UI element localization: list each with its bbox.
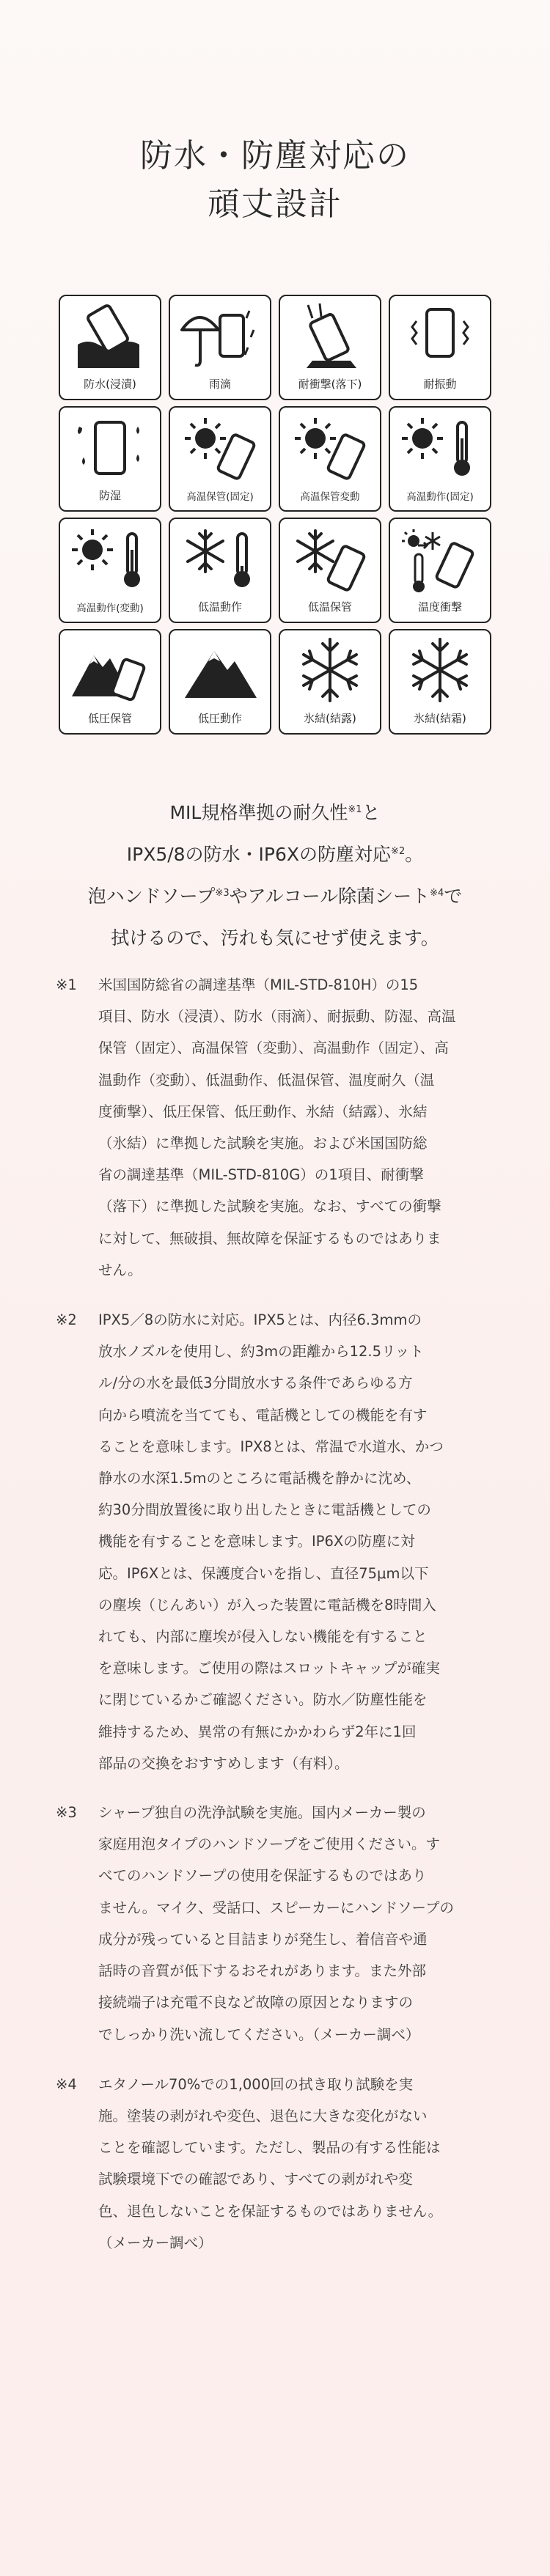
- footnote-mark: ※4: [56, 2075, 77, 2093]
- summary-text: やアルコール除菌シート: [229, 886, 430, 907]
- summary-line-1: [0, 792, 550, 833]
- feature-summary: [0, 792, 550, 959]
- tile-high-temp-storage-variable: [279, 406, 381, 512]
- footnote-line: べてのハンドソープの使用を保証するものではあり: [98, 1867, 427, 1885]
- footnote-3: [56, 1797, 499, 2050]
- tile-low-temp-storage: [279, 518, 381, 623]
- tile-label: 高温保管(固定): [186, 491, 254, 503]
- summary-line-2: [0, 833, 550, 875]
- summary-text: 泡ハンドソープ: [87, 886, 216, 907]
- tile-label: 耐衝撃(落下): [298, 378, 362, 391]
- tile-label: 氷結(結露): [304, 712, 356, 725]
- footnote-4: [56, 2069, 499, 2259]
- footnote-line: 度衝撃）、低圧保管、低圧動作、氷結（結露）、氷結: [98, 1103, 428, 1120]
- tile-low-temp-operation: [169, 518, 271, 623]
- tile-high-temp-operation-variable: [59, 518, 161, 623]
- footnote-line: （氷結）に準拠した試験を実施。および米国国防総: [98, 1135, 428, 1152]
- tile-humidity: [59, 406, 161, 512]
- tile-label: 温度衝撃: [417, 600, 462, 614]
- footnote-line: 米国国防総省の調達基準（MIL-STD-810H）の15: [98, 976, 419, 993]
- footnote-line: ことを確認しています。ただし、製品の有する性能は: [98, 2139, 441, 2157]
- tile-low-pressure-operation: [169, 629, 271, 735]
- footnote-line: 省の調達基準（MIL-STD-810G）の1項目、耐衝撃: [98, 1166, 424, 1184]
- footnote-line: ることを意味します。IPX8とは、常温で水道水、かつ: [98, 1438, 444, 1455]
- footnote-line: 維持するため、異常の有無にかかわらず2年に1回: [98, 1723, 417, 1740]
- footnote-ref: ※2: [391, 846, 406, 857]
- tile-rain: [169, 295, 271, 400]
- mil-test-icon-grid: [59, 295, 491, 735]
- tile-label: 低温動作: [197, 600, 242, 614]
- footnote-line: に対して、無破損、無故障を保証するものではありま: [98, 1229, 441, 1247]
- tile-temperature-shock: [389, 518, 491, 623]
- footnote-ref: ※4: [430, 888, 444, 899]
- tile-label: 氷結(結霜): [414, 712, 466, 725]
- tile-label: 低圧保管: [87, 712, 132, 725]
- tile-label: 耐振動: [423, 378, 457, 391]
- footnote-line: の塵埃（じんあい）が入った装置に電話機を8時間入: [98, 1596, 436, 1613]
- summary-text: IPX5/8の防水・IP6Xの防塵対応: [126, 844, 392, 865]
- footnote-line: 色、退色しないことを保証するものではありません。: [98, 2202, 443, 2220]
- high-temp-operation-icon: [397, 412, 483, 485]
- footnote-line: ません。マイク、受話口、スピーカーにハンドソープの: [98, 1899, 454, 1916]
- footnote-line: （落下）に準拠した試験を実施。なお、すべての衝撃: [98, 1198, 441, 1215]
- footnote-line: 試験環境下での確認であり、すべての剥がれや変: [98, 2171, 413, 2188]
- footnote-line: エタノール70%での1,000回の拭き取り試験を実: [98, 2075, 414, 2093]
- tile-freezing-dew: [279, 629, 381, 735]
- footnote-2: [56, 1304, 499, 1779]
- title-line-2: 頑丈設計: [208, 185, 342, 223]
- summary-text: MIL規格準拠の耐久性: [169, 802, 348, 823]
- footnote-line: 家庭用泡タイプのハンドソープをご使用ください。す: [98, 1836, 441, 1853]
- footnote-line: を意味します。ご使用の際はスロットキャップが確実: [98, 1660, 441, 1677]
- high-temp-storage-icon: [177, 412, 263, 485]
- tile-waterproof-immersion: [59, 295, 161, 400]
- drop-impact-icon: [287, 301, 373, 374]
- footnote-line: ル/分の水を最低3分間放水する条件であらゆる方: [98, 1375, 413, 1392]
- footnote-ref: ※3: [215, 888, 230, 899]
- summary-text: で: [444, 886, 463, 907]
- footnote-line: IPX5／8の防水に対応。IPX5とは、内径6.3mmの: [98, 1311, 422, 1329]
- summary-line-3: [0, 875, 550, 917]
- tile-label: 防水(浸漬): [84, 378, 136, 391]
- footnote-line: でしっかり洗い流してください。（メーカー調べ）: [98, 2025, 420, 2043]
- tile-high-temp-operation: [389, 406, 491, 512]
- footnote-line: 向から噴流を当てても、電話機としての機能を有す: [98, 1406, 428, 1424]
- tile-label: 低圧動作: [197, 712, 242, 725]
- footnote-line: 接続端子は充電不良など故障の原因となりますの: [98, 1994, 414, 2012]
- footnote-line: シャープ独自の洗浄試験を実施。国内メーカー製の: [98, 1804, 426, 1822]
- tile-label: 高温動作(変動): [76, 603, 144, 614]
- tile-label: 防湿: [98, 489, 121, 502]
- humidity-icon: [67, 412, 153, 485]
- footnote-line: 成分が残っていると目詰まりが発生し、着信音や通: [98, 1930, 428, 1948]
- footnote-line: 約30分間放置後に取り出したときに電話機としての: [98, 1501, 431, 1519]
- footnote-line: 機能を有することを意味します。IP6Xの防塵に対: [98, 1533, 415, 1550]
- high-temp-operation-variable-icon: [67, 523, 153, 597]
- footnote-mark: ※3: [56, 1804, 77, 1822]
- tile-label: 雨滴: [208, 378, 231, 391]
- footnote-line: （メーカー調べ）: [98, 2234, 213, 2251]
- tile-label: 高温動作(固定): [406, 491, 474, 503]
- footnote-line: 放水ノズルを使用し、約3mの距離から12.5リット: [98, 1343, 424, 1361]
- footnote-line: 温動作（変動）、低温動作、低温保管、温度耐久（温: [98, 1071, 435, 1089]
- footnote-line: に閉じているかご確認ください。防水／防塵性能を: [98, 1691, 428, 1709]
- low-temp-operation-icon: [177, 523, 263, 597]
- tile-vibration: [389, 295, 491, 400]
- footnote-mark: ※2: [56, 1311, 77, 1329]
- title-line-1: 防水・防塵対応の: [140, 137, 410, 174]
- footnote-line: 話時の音質が低下するおそれがあります。また外部: [98, 1962, 426, 1980]
- waterproof-immersion-icon: [67, 301, 153, 374]
- footnote-ref: ※1: [348, 804, 362, 815]
- page-title: [0, 132, 550, 229]
- footnotes: [56, 969, 499, 2259]
- tile-drop-impact: [279, 295, 381, 400]
- footnote-line: 施。塗装の剥がれや変色、退色に大きな変化がない: [98, 2107, 428, 2124]
- footnote-mark: ※1: [56, 976, 77, 993]
- tile-label: 高温保管変動: [300, 491, 360, 503]
- summary-text: と: [362, 802, 381, 823]
- footnote-line: 応。IP6Xとは、保護度合いを指し、直径75μm以下: [98, 1564, 429, 1582]
- low-pressure-storage-icon: [67, 635, 153, 708]
- high-temp-storage-variable-icon: [287, 412, 373, 485]
- tile-high-temp-storage: [169, 406, 271, 512]
- tile-low-pressure-storage: [59, 629, 161, 735]
- tile-freezing: [389, 629, 491, 735]
- temperature-shock-icon: [397, 523, 483, 597]
- freezing-icon: [397, 635, 483, 708]
- rain-icon: [177, 301, 263, 374]
- low-pressure-operation-icon: [177, 635, 263, 708]
- vibration-icon: [397, 301, 483, 374]
- summary-text: 。: [405, 844, 424, 865]
- footnote-line: せん。: [98, 1261, 142, 1278]
- freezing-dew-icon: [287, 635, 373, 708]
- footnote-line: 静水の水深1.5mのところに電話機を静かに沈め、: [98, 1470, 421, 1487]
- low-temp-storage-icon: [287, 523, 373, 597]
- footnote-1: [56, 969, 499, 1286]
- footnote-line: れても、内部に塵埃が侵入しない機能を有すること: [98, 1628, 428, 1646]
- summary-line-4: 拭けるので、汚れも気にせず使えます。: [111, 927, 439, 949]
- footnote-line: 保管（固定）、高温保管（変動）、高温動作（固定）、高: [98, 1039, 449, 1057]
- tile-label: 低温保管: [307, 600, 352, 614]
- footnote-line: 項目、防水（浸漬）、防水（雨滴）、耐振動、防湿、高温: [98, 1008, 456, 1026]
- footnote-line: 部品の交換をおすすめします（有料）。: [98, 1754, 349, 1772]
